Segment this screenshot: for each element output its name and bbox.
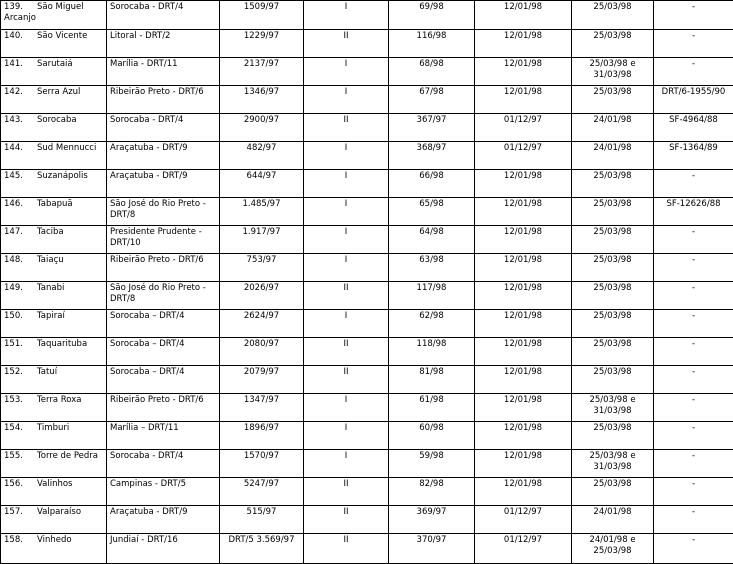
cell-portaria: 68/98 xyxy=(389,58,475,86)
cell-portaria: 66/98 xyxy=(389,170,475,198)
row-number: 141. xyxy=(4,59,37,70)
cell-processo: 1346/97 xyxy=(220,86,304,114)
cell-observacao: - xyxy=(654,394,733,422)
cell-date-2: 25/03/98 xyxy=(572,226,654,254)
cell-date-2: 25/03/98 xyxy=(572,1,654,30)
cell-drt: Araçatuba - DRT/9 xyxy=(107,506,220,534)
cell-observacao: SF-12626/88 xyxy=(654,198,733,226)
cell-processo: 2080/97 xyxy=(220,338,304,366)
cell-categoria: II xyxy=(304,506,389,534)
cell-drt: Marília – DRT/11 xyxy=(107,422,220,450)
cell-observacao: - xyxy=(654,1,733,30)
cell-municipio xyxy=(1,226,107,254)
cell-portaria: 117/98 xyxy=(389,282,475,310)
cell-portaria: 69/98 xyxy=(389,1,475,30)
cell-municipio xyxy=(1,170,107,198)
cell-date-2: 25/03/98 xyxy=(572,478,654,506)
cell-processo: 482/97 xyxy=(220,142,304,170)
cell-categoria: II xyxy=(304,282,389,310)
cell-date-1: 12/01/98 xyxy=(475,450,572,478)
row-number: 156. xyxy=(4,479,37,490)
cell-observacao: DRT/6-1955/90 xyxy=(654,86,733,114)
cell-categoria: I xyxy=(304,422,389,450)
cell-date-2: 25/03/98 xyxy=(572,30,654,58)
cell-processo: 515/97 xyxy=(220,506,304,534)
cell-drt: Sorocaba - DRT/4 xyxy=(107,1,220,30)
cell-categoria: II xyxy=(304,30,389,58)
cell-municipio xyxy=(1,30,107,58)
cell-date-1: 12/01/98 xyxy=(475,1,572,30)
cell-drt: Sorocaba - DRT/4 xyxy=(107,450,220,478)
cell-drt: Campinas - DRT/5 xyxy=(107,478,220,506)
cell-date-1: 12/01/98 xyxy=(475,254,572,282)
cell-categoria: II xyxy=(304,338,389,366)
cell-date-2: 24/01/98 xyxy=(572,506,654,534)
cell-drt: Sorocaba - DRT/4 xyxy=(107,114,220,142)
row-number: 150. xyxy=(4,311,37,322)
municipio-name: Valparaíso xyxy=(37,507,81,517)
municipio-name: Timburi xyxy=(37,423,69,433)
municipio-name: São Vicente xyxy=(37,31,87,41)
cell-date-2: 25/03/98 xyxy=(572,282,654,310)
cell-municipio xyxy=(1,366,107,394)
cell-processo: 2137/97 xyxy=(220,58,304,86)
row-number: 154. xyxy=(4,423,37,434)
municipio-name: Taquarituba xyxy=(37,339,87,349)
cell-drt: Sorocaba – DRT/4 xyxy=(107,366,220,394)
cell-drt: Ribeirão Preto - DRT/6 xyxy=(107,254,220,282)
cell-date-1: 01/12/97 xyxy=(475,506,572,534)
table-row xyxy=(1,366,733,394)
cell-drt: Ribeirão Preto - DRT/6 xyxy=(107,394,220,422)
table-row xyxy=(1,478,733,506)
cell-municipio xyxy=(1,142,107,170)
cell-date-2: 25/03/98 xyxy=(572,86,654,114)
cell-municipio xyxy=(1,422,107,450)
cell-municipio xyxy=(1,394,107,422)
row-number: 151. xyxy=(4,339,37,350)
cell-categoria: II xyxy=(304,114,389,142)
cell-portaria: 81/98 xyxy=(389,366,475,394)
cell-portaria: 59/98 xyxy=(389,450,475,478)
cell-processo: 644/97 xyxy=(220,170,304,198)
cell-categoria: II xyxy=(304,366,389,394)
table-row xyxy=(1,534,733,564)
municipio-name: Taciba xyxy=(37,227,64,237)
row-number: 144. xyxy=(4,143,37,154)
cell-portaria: 116/98 xyxy=(389,30,475,58)
cell-observacao: - xyxy=(654,338,733,366)
cell-date-1: 12/01/98 xyxy=(475,198,572,226)
municipio-name: Tabapuã xyxy=(37,199,73,209)
cell-portaria: 61/98 xyxy=(389,394,475,422)
table-row xyxy=(1,170,733,198)
row-number: 139. xyxy=(4,2,37,13)
municipio-name: Terra Roxa xyxy=(37,395,81,405)
row-number: 153. xyxy=(4,395,37,406)
cell-categoria: I xyxy=(304,226,389,254)
municipio-name: Tapiraí xyxy=(37,311,65,321)
cell-municipio xyxy=(1,310,107,338)
cell-categoria: I xyxy=(304,310,389,338)
table-row xyxy=(1,282,733,310)
cell-date-1: 12/01/98 xyxy=(475,310,572,338)
cell-drt: Litoral - DRT/2 xyxy=(107,30,220,58)
table-row xyxy=(1,506,733,534)
cell-date-2: 25/03/98 e 31/03/98 xyxy=(572,394,654,422)
cell-date-1: 12/01/98 xyxy=(475,366,572,394)
cell-observacao: - xyxy=(654,506,733,534)
municipio-name: Tatuí xyxy=(37,367,57,377)
cell-observacao: SF-1364/89 xyxy=(654,142,733,170)
row-number: 146. xyxy=(4,199,37,210)
cell-categoria: I xyxy=(304,450,389,478)
cell-date-1: 01/12/97 xyxy=(475,534,572,564)
table-row xyxy=(1,254,733,282)
cell-observacao: SF-4964/88 xyxy=(654,114,733,142)
cell-date-2: 24/01/98 e 25/03/98 xyxy=(572,534,654,564)
cell-processo: 2079/97 xyxy=(220,366,304,394)
cell-processo: 1896/97 xyxy=(220,422,304,450)
cell-processo: 1347/97 xyxy=(220,394,304,422)
municipio-name: Tanabi xyxy=(37,283,64,293)
cell-date-1: 12/01/98 xyxy=(475,170,572,198)
cell-categoria: I xyxy=(304,254,389,282)
cell-portaria: 82/98 xyxy=(389,478,475,506)
cell-municipio xyxy=(1,338,107,366)
row-number: 155. xyxy=(4,451,37,462)
municipio-name: São Miguel Arcanjo xyxy=(4,2,84,23)
cell-categoria: I xyxy=(304,394,389,422)
municipio-name: Valinhos xyxy=(37,479,73,489)
cell-municipio xyxy=(1,1,107,30)
cell-date-1: 01/12/97 xyxy=(475,114,572,142)
cell-date-2: 25/03/98 xyxy=(572,170,654,198)
cell-municipio xyxy=(1,478,107,506)
municipio-name: Sorocaba xyxy=(37,115,77,125)
cell-observacao: - xyxy=(654,282,733,310)
table-row xyxy=(1,198,733,226)
cell-municipio xyxy=(1,534,107,564)
cell-municipio xyxy=(1,282,107,310)
cell-date-2: 25/03/98 e 31/03/98 xyxy=(572,450,654,478)
cell-date-2: 25/03/98 xyxy=(572,254,654,282)
table-row xyxy=(1,394,733,422)
cell-categoria: I xyxy=(304,86,389,114)
cell-municipio xyxy=(1,254,107,282)
table-row xyxy=(1,422,733,450)
cell-portaria: 64/98 xyxy=(389,226,475,254)
cell-observacao: - xyxy=(654,30,733,58)
cell-drt: São José do Rio Preto - DRT/8 xyxy=(107,282,220,310)
cell-categoria: I xyxy=(304,170,389,198)
cell-drt: Jundiaí - DRT/16 xyxy=(107,534,220,564)
cell-drt: Ribeirão Preto - DRT/6 xyxy=(107,86,220,114)
cell-processo: 1570/97 xyxy=(220,450,304,478)
municipio-name: Torre de Pedra xyxy=(37,451,98,461)
table-row xyxy=(1,338,733,366)
cell-processo: 5247/97 xyxy=(220,478,304,506)
row-number: 147. xyxy=(4,227,37,238)
cell-observacao: - xyxy=(654,450,733,478)
cell-municipio xyxy=(1,198,107,226)
cell-drt: Sorocaba – DRT/4 xyxy=(107,310,220,338)
cell-observacao: - xyxy=(654,310,733,338)
row-number: 140. xyxy=(4,31,37,42)
municipio-name: Sud Mennucci xyxy=(37,143,96,153)
cell-drt: Marília - DRT/11 xyxy=(107,58,220,86)
row-number: 142. xyxy=(4,87,37,98)
cell-date-1: 01/12/97 xyxy=(475,142,572,170)
cell-categoria: I xyxy=(304,58,389,86)
row-number: 152. xyxy=(4,367,37,378)
municipio-name: Suzanápolis xyxy=(37,171,88,181)
cell-date-2: 25/03/98 xyxy=(572,198,654,226)
cell-observacao: - xyxy=(654,478,733,506)
cell-categoria: II xyxy=(304,534,389,564)
cell-drt: Sorocaba – DRT/4 xyxy=(107,338,220,366)
municipio-name: Vinhedo xyxy=(37,535,72,545)
cell-date-1: 12/01/98 xyxy=(475,58,572,86)
cell-date-1: 12/01/98 xyxy=(475,282,572,310)
cell-portaria: 118/98 xyxy=(389,338,475,366)
cell-date-1: 12/01/98 xyxy=(475,30,572,58)
cell-portaria: 67/98 xyxy=(389,86,475,114)
municipio-name: Serra Azul xyxy=(37,87,80,97)
row-number: 158. xyxy=(4,535,37,546)
cell-drt: São José do Rio Preto - DRT/8 xyxy=(107,198,220,226)
cell-date-2: 25/03/98 xyxy=(572,338,654,366)
cell-date-2: 25/03/98 e 31/03/98 xyxy=(572,58,654,86)
cell-date-2: 24/01/98 xyxy=(572,114,654,142)
cell-observacao: - xyxy=(654,58,733,86)
table-row xyxy=(1,226,733,254)
cell-categoria: I xyxy=(304,198,389,226)
cell-processo: 2900/97 xyxy=(220,114,304,142)
cell-observacao: - xyxy=(654,534,733,564)
cell-drt: Presidente Prudente - DRT/10 xyxy=(107,226,220,254)
cell-observacao: - xyxy=(654,226,733,254)
cell-date-1: 12/01/98 xyxy=(475,338,572,366)
cell-portaria: 367/97 xyxy=(389,114,475,142)
table-row xyxy=(1,86,733,114)
cell-observacao: - xyxy=(654,170,733,198)
table-row xyxy=(1,450,733,478)
cell-date-1: 12/01/98 xyxy=(475,478,572,506)
cell-observacao: - xyxy=(654,422,733,450)
row-number: 157. xyxy=(4,507,37,518)
table-row xyxy=(1,142,733,170)
cell-date-1: 12/01/98 xyxy=(475,226,572,254)
cell-municipio xyxy=(1,450,107,478)
cell-portaria: 370/97 xyxy=(389,534,475,564)
cell-date-1: 12/01/98 xyxy=(475,394,572,422)
cell-date-1: 12/01/98 xyxy=(475,422,572,450)
cell-date-1: 12/01/98 xyxy=(475,86,572,114)
cell-date-2: 25/03/98 xyxy=(572,422,654,450)
cell-processo: 1229/97 xyxy=(220,30,304,58)
cell-categoria: I xyxy=(304,142,389,170)
table-row xyxy=(1,114,733,142)
table-row xyxy=(1,30,733,58)
cell-processo: 2026/97 xyxy=(220,282,304,310)
cell-categoria: I xyxy=(304,1,389,30)
row-number: 148. xyxy=(4,255,37,266)
row-number: 149. xyxy=(4,283,37,294)
cell-portaria: 62/98 xyxy=(389,310,475,338)
cell-portaria: 60/98 xyxy=(389,422,475,450)
cell-processo: 1.485/97 xyxy=(220,198,304,226)
table-row xyxy=(1,58,733,86)
cell-portaria: 65/98 xyxy=(389,198,475,226)
cell-drt: Araçatuba - DRT/9 xyxy=(107,142,220,170)
cell-portaria: 368/97 xyxy=(389,142,475,170)
cell-observacao: - xyxy=(654,254,733,282)
cell-portaria: 63/98 xyxy=(389,254,475,282)
cell-date-2: 25/03/98 xyxy=(572,366,654,394)
cell-municipio xyxy=(1,506,107,534)
row-number: 143. xyxy=(4,115,37,126)
row-number: 145. xyxy=(4,171,37,182)
cell-date-2: 24/01/98 xyxy=(572,142,654,170)
cell-processo: DRT/5 3.569/97 xyxy=(220,534,304,564)
cell-municipio xyxy=(1,58,107,86)
table-body xyxy=(1,1,733,564)
cell-processo: 1.917/97 xyxy=(220,226,304,254)
municipio-name: Taiaçu xyxy=(37,255,64,265)
municipio-name: Sarutaiá xyxy=(37,59,73,69)
cell-municipio xyxy=(1,114,107,142)
table-row xyxy=(1,310,733,338)
cell-municipio xyxy=(1,86,107,114)
cell-processo: 753/97 xyxy=(220,254,304,282)
cell-date-2: 25/03/98 xyxy=(572,310,654,338)
cell-drt: Araçatuba - DRT/9 xyxy=(107,170,220,198)
cell-observacao: - xyxy=(654,366,733,394)
cell-processo: 1509/97 xyxy=(220,1,304,30)
cell-portaria: 369/97 xyxy=(389,506,475,534)
cell-processo: 2624/97 xyxy=(220,310,304,338)
table-row xyxy=(1,1,733,30)
cell-categoria: II xyxy=(304,478,389,506)
